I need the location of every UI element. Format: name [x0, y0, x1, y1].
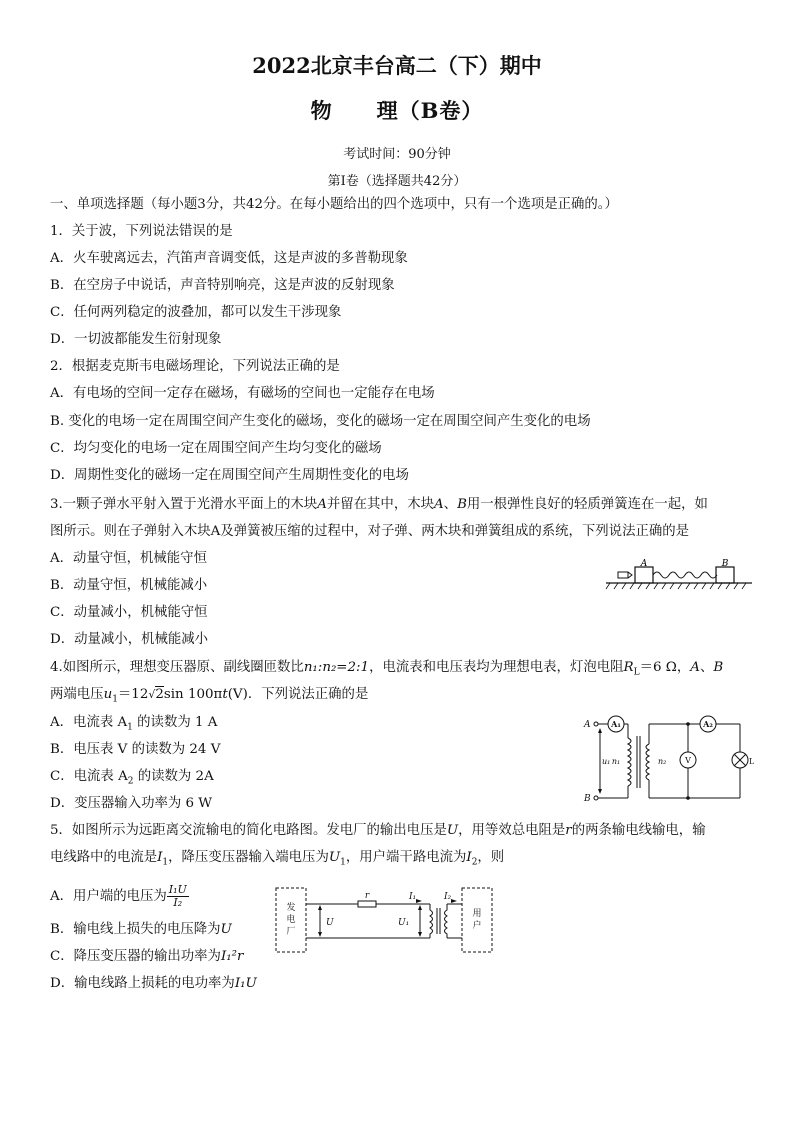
q2-option-a: A．有电场的空间一定存在磁场，有磁场的空间也一定能存在电场 — [50, 386, 435, 401]
q4-figure-transformer-circuit — [582, 712, 754, 806]
q5-option-c-text: C．降压变压器的输出功率为 — [50, 949, 221, 964]
q1-option-d: D．一切波都能发生衍射现象 — [50, 332, 222, 347]
q4-var-b: B — [713, 660, 724, 675]
q5-var-u1-sub: 1 — [340, 857, 346, 868]
q5-fig-plant-char1: 发 — [286, 903, 296, 913]
q5-option-b — [50, 921, 232, 939]
q3-fig-label-b: B — [721, 559, 729, 569]
q5-line1-text-b: ，用等效总电阻是 — [458, 823, 566, 838]
q5-line2-text-d: ，则 — [477, 850, 505, 865]
q5-option-c — [50, 948, 243, 966]
subject-title: 物 理（B卷） — [310, 98, 484, 123]
q5-fig-label-i2: I₂ — [444, 892, 452, 902]
q4-fig-ammeter-a2: A₂ — [703, 719, 713, 729]
q4-u1-symbol: u — [103, 687, 113, 702]
q4-line2-text-a: 两端电压 — [50, 687, 104, 702]
q4-line2-text-b: ＝12 — [117, 687, 149, 702]
q4-stem-text-c: ＝6 Ω， — [639, 660, 691, 675]
q5-stem-line2 — [50, 849, 504, 872]
q3-stem-text-b: 并留在其中，木块 — [326, 497, 434, 512]
q5-option-d-var: I₁U — [234, 976, 257, 991]
q3-fig-label-a: A — [640, 559, 648, 569]
q5-fig-label-r: r — [364, 891, 370, 901]
q4-fig-voltmeter: V — [685, 756, 691, 765]
q3-option-b: B．动量守恒，机械能减小 — [50, 578, 208, 593]
q4-turns-ratio: n₁:n₂=2:1 — [303, 660, 370, 675]
q5-line2-text-b: ，降压变压器输入端电压为 — [168, 850, 329, 865]
q1-option-c: C．任何两列稳定的波叠加，都可以发生干涉现象 — [50, 305, 342, 320]
q5-fig-label-u1: U₁ — [398, 918, 410, 928]
q4-u1-sub: 1 — [112, 694, 118, 705]
section-instructions: 一、单项选择题（每小题3分，共42分。在每小题给出的四个选项中，只有一个选项是正确的。） — [50, 197, 618, 212]
q4-time-var: t — [222, 687, 228, 702]
q3-option-c: C．动量减小，机械能守恒 — [50, 605, 208, 620]
q4-sqrt-radicand: 2 — [155, 687, 164, 702]
q5-line1-text-a: 5．如图所示为远距离交流输电的简化电路图。发电厂的输出电压是 — [50, 823, 447, 838]
q3-var-b: B — [457, 497, 467, 512]
q4-option-c-sub: 2 — [127, 776, 134, 787]
q4-fig-label-n1: n₁ — [611, 757, 621, 766]
q1-stem: 1．关于波，下列说法错误的是 — [50, 224, 233, 239]
q5-fig-user-char1: 用 — [472, 909, 482, 919]
q5-option-d-text: D．输电线路上损耗的电功率为 — [50, 976, 235, 991]
q2-option-c: C．均匀变化的电场一定在周围空间产生均匀变化的磁场 — [50, 441, 382, 456]
q3-stem-line2: 图所示。则在子弹射入木块A及弹簧被压缩的过程中，对子弹、两木块和弹簧组成的系统，下列说法正确的是 — [50, 524, 690, 539]
q3-var-a: A — [317, 497, 327, 512]
q4-option-a — [50, 714, 217, 737]
q5-figure-power-transmission — [272, 884, 498, 956]
q2-option-d: D．周期性变化的磁场一定在周围空间产生周期性变化的电场 — [50, 468, 409, 483]
q5-option-b-var: U — [220, 922, 232, 937]
q2-stem: 2．根据麦克斯韦电磁场理论，下列说法正确的是 — [50, 359, 340, 374]
q4-stem-text-d: 、 — [699, 660, 714, 675]
q5-option-d — [50, 975, 257, 993]
q5-var-i1-sub: 1 — [162, 857, 169, 868]
q4-fig-lamp-label: L — [749, 757, 754, 766]
q3-option-d: D．动量减小，机械能减小 — [50, 632, 209, 647]
q4-option-c-text: C．电流表 A — [50, 769, 128, 784]
q3-figure-spring-blocks — [604, 558, 754, 594]
exam-title: 2022北京丰台高二（下）期中 — [252, 53, 542, 78]
q5-line2-text-c: ，用户端干路电流为 — [345, 850, 467, 865]
q5-var-u1: U — [328, 850, 341, 865]
q5-var-i1: I — [157, 850, 163, 865]
q5-option-a-text: A．用户端的电压为 — [50, 889, 167, 904]
section-title: 第I卷（选择题共42分） — [327, 174, 467, 189]
q5-var-r: r — [565, 823, 572, 838]
q1-option-b: B．在空房子中说话，声音特别响亮，这是声波的反射现象 — [50, 278, 395, 293]
q5-line2-text-a: 电线路中的电流是 — [50, 850, 158, 865]
q4-line2-text-d: (V)．下列说法正确的是 — [227, 687, 369, 702]
exam-time: 考试时间：90分钟 — [343, 147, 451, 162]
q5-option-b-text: B．输电线上损失的电压降为 — [50, 922, 221, 937]
q4-option-a-sub: 1 — [127, 722, 133, 733]
q4-fig-label-b: B — [584, 794, 591, 804]
q4-option-a-text: A．电流表 A — [50, 715, 128, 730]
q5-line1-text-c: 的两条输电线输电，输 — [571, 823, 706, 838]
q5-option-a — [50, 884, 189, 909]
q4-line2-text-c: sin 100π — [163, 687, 223, 702]
q3-stem-text-a: 3.一颗子弹水平射入置于光滑水平面上的木块 — [50, 497, 318, 512]
q3-option-a: A．动量守恒，机械能守恒 — [50, 551, 207, 566]
q4-option-c — [50, 768, 214, 791]
q5-var-i2-sub: 2 — [471, 857, 478, 868]
q4-option-a-tail: 的读数为 1 A — [132, 715, 218, 730]
q4-fig-label-a: A — [584, 720, 591, 730]
q4-var-a: A — [690, 660, 700, 675]
q3-stem-text-c: 、 — [443, 497, 458, 512]
q5-fig-plant-char2: 电 — [286, 915, 296, 925]
q4-fig-label-n2: n₂ — [658, 757, 667, 766]
q4-resistance-symbol: R — [623, 660, 634, 675]
q5-fig-label-i1: I₁ — [409, 892, 417, 902]
q4-fig-label-u1: u₁ — [602, 757, 611, 766]
q4-option-b: B．电压表 V 的读数为 24 V — [50, 742, 221, 757]
q4-option-c-tail: 的读数为 2A — [133, 769, 214, 784]
q3-stem-line1 — [50, 496, 708, 514]
q5-var-u: U — [446, 823, 459, 838]
q3-var-a2: A — [434, 497, 444, 512]
q5-option-a-fraction — [167, 884, 189, 909]
q5-stem-line1 — [50, 822, 706, 840]
q4-stem-line1 — [50, 659, 723, 682]
q5-var-i2: I — [466, 850, 472, 865]
q4-fig-ammeter-a1: A₁ — [611, 719, 621, 729]
q5-option-a-denominator: I₂ — [173, 896, 183, 909]
q5-fig-plant-char3: 厂 — [286, 927, 296, 937]
q5-option-a-numerator: I₁U — [168, 883, 187, 896]
q5-fig-label-u: U — [326, 918, 334, 928]
q4-stem-text-a: 4.如图所示，理想变压器原、副线圈匝数比 — [50, 660, 304, 675]
q2-option-b: B. 变化的电场一定在周围空间产生变化的磁场，变化的磁场一定在周围空间产生变化的电场 — [50, 414, 591, 429]
q4-stem-text-b: ，电流表和电压表均为理想电表，灯泡电阻 — [369, 660, 624, 675]
q3-stem-text-d: 用一根弹性良好的轻质弹簧连在一起，如 — [466, 497, 708, 512]
q4-resistance-sub: L — [633, 667, 640, 678]
q4-stem-line2 — [50, 686, 368, 709]
q1-option-a: A．火车驶离远去，汽笛声音调变低，这是声波的多普勒现象 — [50, 251, 408, 266]
sqrt-icon: √ — [148, 688, 156, 701]
q5-fig-user-char2: 户 — [472, 921, 482, 931]
q5-option-c-var: I₁²r — [220, 949, 244, 964]
q4-option-d: D．变压器输入功率为 6 W — [50, 796, 213, 811]
